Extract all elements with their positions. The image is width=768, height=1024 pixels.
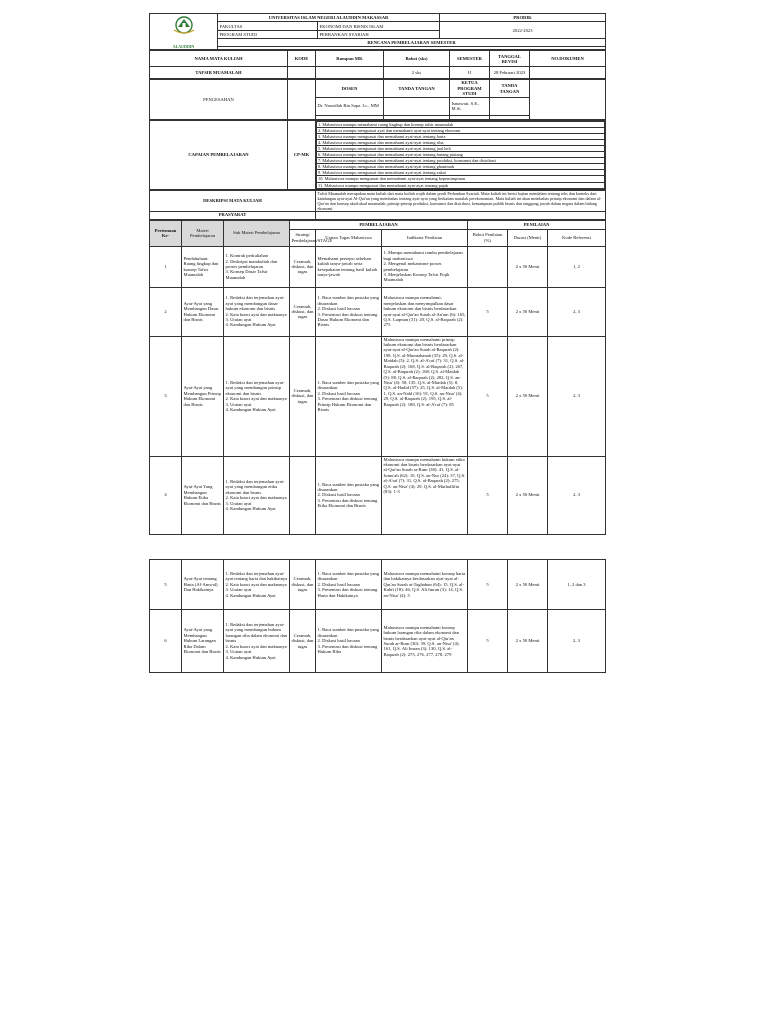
table-row xyxy=(150,336,606,456)
row-subtopic: 1. Kontrak perkuliahan 2. Deskripsi matakuliah dan proses pembelajaran 3. Konsep Dasar Tafsir Muamalah xyxy=(224,246,290,287)
row-indicator: Mahasiswa mampu memahami hukum etika ekonomi dan bisnis berdasarkan ayat-ayat al-Qur'an Surah ar-Rum (30): 41, Q.S. al-Jumu'ah (62): 10, Q.S. an-Nur (24): 37, Q.S. al-A'raf (7): 31, Q.S. al-Baqarah (2): 275, Q.S. an-Nisa' (4): 29, Q.S. al-Muthaffifin (83): 1-3 xyxy=(382,456,468,534)
row-weight: 5 xyxy=(468,456,508,534)
faculty-value: EKONOMI DAN BISNIS ISLAM xyxy=(318,22,440,31)
row-duration: 2 x 50 Menit xyxy=(508,246,548,287)
program-label: PROGRAM STUDI xyxy=(218,31,318,39)
cpmk-label: CP-MK xyxy=(288,120,316,189)
row-indicator: Mahasiswa mampu memahami prinsip hukum ekonomi dan bisnis berdasarkan ayat-ayat al-Qur'an Surah al-Baqarah (2): 198, Q.S. al-Mumtahanah (35): 29, Q.S. al-Maidah (5): 2, Q.S. al-A'raf (7): 31, Q.S. al-Baqarah (2): 168, Q.S. al-Baqarah (2): 267, Q.S. al-Baqarah (2): 168, Q.S. al-Maidah (5): 88, Q.S. al-Baqarah (2): 282, Q.S. an-Nisa' (4): 58, 135, Q.S. al-Maidah (5): 8, Q.S. al-Hadid (57): 25, Q.S. al-Maidah (5): 1, Q.S. an-Nahl (16): 91, Q.S. an-Nisa' (4): 29, Q.S. al-Baqarah (2): 195, Q.S. al-Baqarah (2): 188, Q.S. al-A'raf (7): 85 xyxy=(382,336,468,456)
col-semester: SEMESTER xyxy=(450,51,490,67)
row-tasks: Memahami persepsi sebelum kuliah tanya-jawab serta kesepakatan tentang hasil kuliah tanya-jawab xyxy=(316,246,382,287)
row-strategy: Ceramah, diskusi, dan tugas xyxy=(290,336,316,456)
logo-text: ALAUDDIN xyxy=(172,44,195,49)
dosen-name: Dr. Nasrullah Bin Sapa. Lc., MM xyxy=(316,97,384,115)
row-topic: Ayat-Ayat tentang Harta (Al-Amwal) Dan Hakikatnya xyxy=(182,560,224,610)
signature-label-2: TANDA TANGAN xyxy=(490,80,530,97)
col-indicator: Indikator Penilaian xyxy=(382,229,468,246)
row-tasks: 1. Baca sumber dan pustaka yang disarankan 2. Diskusi hasil bacaan 3. Presentasi dan diskusi tentang Harta dan Hakikatnya xyxy=(316,560,382,610)
university-logo-icon xyxy=(166,14,202,44)
row-number: 1 xyxy=(150,246,182,287)
col-reference: Kode Referensi xyxy=(548,229,606,246)
signature-label: TANDA TANGAN xyxy=(384,80,450,97)
outcomes-list xyxy=(316,121,605,189)
doc-code-label: PRODIK xyxy=(440,14,606,22)
approval-table xyxy=(149,79,606,119)
document-title: RENCANA PEMBELAJARAN SEMESTER xyxy=(218,39,606,47)
col-weight: Bobot Penilaian (%) xyxy=(468,229,508,246)
course-credit: 2 sks xyxy=(384,67,450,79)
academic-year: 2022-2023 xyxy=(440,22,606,39)
row-topic: Pendahuluan: Ruang lingkup dan konsep Tafsir Muamalah xyxy=(182,246,224,287)
row-topic: Ayat-Ayat yang Membangun Hukum Larangan Riba Dalam Ekonomi dan Bisnis xyxy=(182,610,224,673)
row-topic: Ayat-Ayat yang Membangun Dasar Hukum Ekonomi dan Bisnis xyxy=(182,287,224,336)
row-number: 4 xyxy=(150,456,182,534)
row-strategy: Ceramah, diskusi, dan tugas xyxy=(290,287,316,336)
row-reference: 2, 3 xyxy=(548,336,606,456)
course-semester: II xyxy=(450,67,490,79)
plan-table-continued xyxy=(149,559,606,673)
row-tasks: 1. Baca sumber dan pustaka yang disarankan 2. Diskusi hasil bacaan 3. Presentasi dan diskusi tentang Hukum Riba xyxy=(316,610,382,673)
description-label: DESKRIPSI MATA KULIAH xyxy=(150,190,316,211)
outcome-item: 1. Mahasiswa mampu memahami ruang lingkup dan konsep tafsir muamalah xyxy=(317,121,605,127)
row-subtopic: 1. Redaksi dan terjemahan ayat-ayat yang membangun prinsip ekonomi dan bisnis 2. Kata kunci ayat dan maknanya 3. Uraian ayat 4. Kandungan Hukum Ayat xyxy=(224,336,290,456)
approval-label: PENGESAHAN xyxy=(150,80,288,119)
course-table xyxy=(149,50,606,79)
col-course-name: NAMA MATA KULIAH xyxy=(150,51,288,67)
outcome-item: 10. Mahasiswa mampu menguasai dan memahami ayat-ayat tentang kepemimpinan xyxy=(317,176,605,182)
row-reference: 2, 3 xyxy=(548,456,606,534)
prerequisite-label: PRASYARAT xyxy=(150,211,316,219)
row-strategy xyxy=(290,456,316,534)
row-weight: 5 xyxy=(468,560,508,610)
outcome-item: 5. Mahasiswa mampu menguasai dan memahami ayat-ayat tentang jual beli xyxy=(317,146,605,152)
row-duration: 2 x 50 Menit xyxy=(508,287,548,336)
row-strategy: Ceramah, diskusi, dan tugas xyxy=(290,246,316,287)
table-row xyxy=(150,456,606,534)
row-subtopic: 1. Redaksi dan terjemahan ayat-ayat tentang harta dan hakikatnya 2. Kata kunci ayat dan maknanya 3. Uraian ayat 4. Kandungan Hukum Ayat xyxy=(224,560,290,610)
outcomes-label: CAPAIAN PEMBELAJARAN xyxy=(150,120,288,189)
outcome-item: 7. Mahasiswa mampu menguasai dan memahami ayat-ayat tentang produksi, konsumsi dan distribusi xyxy=(317,158,605,164)
row-duration: 2 x 50 Menit xyxy=(508,560,548,610)
outcome-item: 2. Mahasiswa mampu menguasai ayat dan memahami ayat-ayat tentang ekonomi xyxy=(317,127,605,133)
row-reference: 1, 2 xyxy=(548,246,606,287)
row-weight xyxy=(468,246,508,287)
row-duration: 2 x 50 Menit xyxy=(508,610,548,673)
outcome-item: 6. Mahasiswa mampu menguasai dan memahami ayat-ayat tentang hutang piutang xyxy=(317,152,605,158)
col-learning: PEMBELAJARAN xyxy=(290,220,468,229)
program-value: PERBANKAN SYARIAH xyxy=(318,31,440,39)
row-number: 2 xyxy=(150,287,182,336)
row-number: 3 xyxy=(150,336,182,456)
row-subtopic: 1. Redaksi dan terjemahan ayat-ayat yang membangun hukum larangan riba dalam ekonomi dan bisnis 2. Kata kunci ayat dan maknanya 3. Uraian ayat 4. Kandungan Hukum Ayat xyxy=(224,610,290,673)
row-indicator: 1. Mampu memahami rambu pembelajaran bagi mahasiswa 2. Mengenal mekanisme proses pembelajaran 3. Menjelaskan Konsep Tafsir Fiqih Muamalah xyxy=(382,246,468,287)
program-head-label: KETUA PROGRAM STUDI xyxy=(450,80,490,97)
col-tasks: Uraian Tugas Mahasiswa xyxy=(316,229,382,246)
header-table xyxy=(149,13,606,50)
rps-page-2 xyxy=(149,559,605,673)
outcome-item: 9. Mahasiswa mampu menguasai dan memahami ayat-ayat tentang zakat xyxy=(317,170,605,176)
row-tasks: 1. Baca sumber dan pustaka yang disarankan 2. Diskusi hasil bacaan 3. Presentasi dan diskusi tentang Dasar Hukum Ekonomi dan Bisnis xyxy=(316,287,382,336)
outcome-item: 11. Mahasiswa mampu menguasai dan memahami ayat-ayat tentang pajak xyxy=(317,182,605,188)
logo-cell xyxy=(150,14,218,50)
col-revision: TANGGAL REVISI xyxy=(490,51,530,67)
col-duration: Durasi (Menit) xyxy=(508,229,548,246)
outcomes-table xyxy=(149,120,606,190)
row-reference: 1, 2 dan 3 xyxy=(548,560,606,610)
row-duration: 2 x 50 Menit xyxy=(508,456,548,534)
course-revision-date: 28 Februari 2023 xyxy=(490,67,530,79)
col-doc-number: NO.DOKUMEN xyxy=(530,51,606,67)
plan-table xyxy=(149,220,606,535)
col-assessment: PENILAIAN xyxy=(468,220,606,229)
outcome-item: 8. Mahasiswa mampu menguasai dan memahami ayat-ayat tentang ghanimah xyxy=(317,164,605,170)
table-row xyxy=(150,610,606,673)
row-subtopic: 1. Redaksi dan terjemahan ayat-ayat yang membangun etika ekonomi dan bisnis 2. Kata kunci ayat dan maknanya 3. Uraian ayat 4. Kandungan Hukum Ayat xyxy=(224,456,290,534)
row-weight: 5 xyxy=(468,336,508,456)
row-strategy: Ceramah, diskusi, dan tugas xyxy=(290,610,316,673)
row-strategy: Ceramah, diskusi, dan tugas xyxy=(290,560,316,610)
row-reference: 2, 3 xyxy=(548,287,606,336)
row-indicator: Mahasiswa mampu memahami konsep harta dan hakikatnya berdasarkan ayat-ayat al-Qur'an Surah at-Taghabun (64): 15, Q.S. al-Kahfi (18): 46, Q.S. Ali Imran (3): 14, Q.S. an-Nisa' (4): 5 xyxy=(382,560,468,610)
description-text: Tafsir Muamalah merupakan mata kuliah dari mata kuliah wajib dalam prodi Perbankan Syariah. Mata kuliah ini berisi kajian mendalam tentang teks dan konteks dari kandungan ayat-ayat Al-Qur'an yang membahas tentang ayat-ayat yang berkaitan masalah perekonomian. Mata kuliah ini akan membahas prinsip ekonomi dan dalam al-Qur'an dan konsep akad-akad muamalah, prinsip-prinsip produksi, konsumsi dan distribusi, kemampuan publik bisnis dan tanggung jawab dalam negara dalam bidang ekonomi. xyxy=(316,190,606,211)
row-number: 6 xyxy=(150,610,182,673)
row-number: 5 xyxy=(150,560,182,610)
description-table xyxy=(149,190,606,220)
col-meeting: Pertemuan Ke- xyxy=(150,220,182,246)
col-group: Rumpun MK xyxy=(316,51,384,67)
row-indicator: Mahasiswa mampu memahami, menjelaskan dan menyimpulkan dasar hukum ekonomi dan bisnis berdasarkan ayat-ayat al-Qur'an Surah al-An'am (6): 165, Q.S. Luqman (31): 20, Q.S. al-Baqarah (2): 275 xyxy=(382,287,468,336)
row-tasks: 1. Baca sumber dan pustaka yang disarankan 2. Diskusi hasil bacaan 3. Presentasi dan diskusi tentang Prinsip Hukum Ekonomi dan Bisnis xyxy=(316,336,382,456)
row-indicator: Mahasiswa mampu memahami konsep hukum larangan riba dalam ekonomi dan bisnis berdasarkan ayat-ayat al-Qur'an Surah ar-Rum (30): 39, Q.S. an-Nisa' (4): 161, Q.S. Ali Imran (3): 130, Q.S. al-Baqarah (2): 275, 276, 277, 278, 279 xyxy=(382,610,468,673)
row-duration: 2 x 50 Menit xyxy=(508,336,548,456)
col-credit: Bobot (sks) xyxy=(384,51,450,67)
program-head-name: Ismawati. S.E., M.Si. xyxy=(450,97,490,115)
outcome-item: 4. Mahasiswa mampu menguasai dan memahami ayat-ayat tentang riba xyxy=(317,139,605,145)
dosen-label: DOSEN xyxy=(316,80,384,97)
table-row xyxy=(150,560,606,610)
course-name: TAFSIR MUAMALAH xyxy=(150,67,288,79)
university-name: UNIVERSITAS ISLAM NEGERI ALAUDDIN MAKASSAR xyxy=(218,14,440,22)
col-topic: Materi Pembelajaran xyxy=(182,220,224,246)
row-reference: 2, 3 xyxy=(548,610,606,673)
row-weight: 5 xyxy=(468,287,508,336)
table-row xyxy=(150,287,606,336)
row-topic: Ayat-Ayat yang Membangun Prinsip Hukum Ekonomi dan Bisnis xyxy=(182,336,224,456)
faculty-label: FAKULTAS xyxy=(218,22,318,31)
table-row xyxy=(150,246,606,287)
col-subtopic: Sub Materi Pembelajaran xyxy=(224,220,290,246)
row-tasks: 1. Baca sumber dan pustaka yang disarankan 2. Diskusi hasil bacaan 3. Presentasi dan diskusi tentang Etika Ekonomi dan Bisnis xyxy=(316,456,382,534)
col-strategy: Strategi Pembelajaran/STAGE xyxy=(290,229,316,246)
col-code: KODE xyxy=(288,51,316,67)
row-topic: Ayat-Ayat Yang Membangun Hukum Etika Ekonomi dan Bisnis xyxy=(182,456,224,534)
rps-page-1 xyxy=(149,13,605,535)
row-subtopic: 1. Redaksi dan terjemahan ayat-ayat yang membangun dasar hukum ekonomi dan bisnis 2. Kata kunci ayat dan maknanya 3. Uraian ayat 4. Kandungan Hukum Ayat xyxy=(224,287,290,336)
outcome-item: 3. Mahasiswa mampu menguasai dan memahami ayat-ayat tentang harta xyxy=(317,133,605,139)
row-weight: 5 xyxy=(468,610,508,673)
